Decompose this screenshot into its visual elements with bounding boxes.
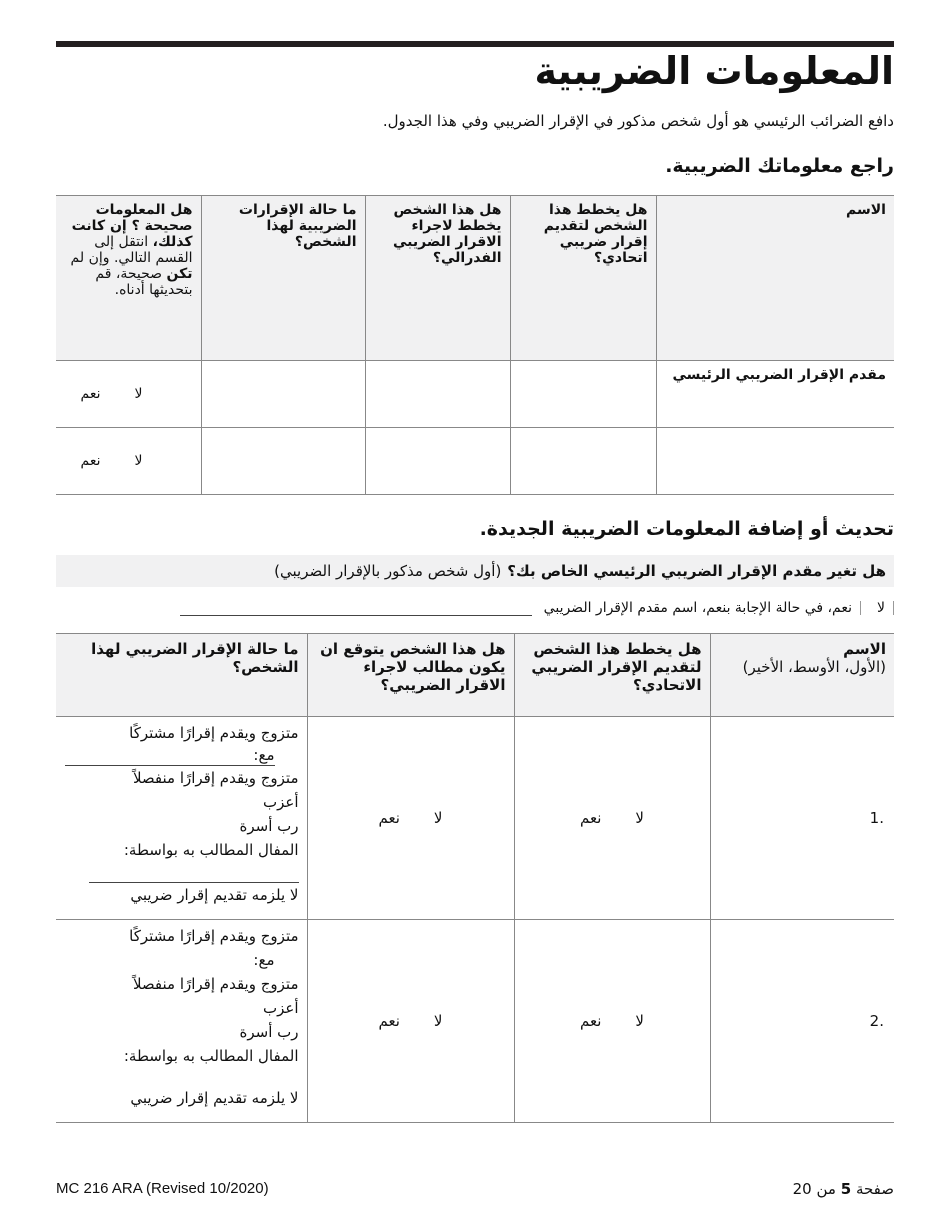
yes-option[interactable]: نعم، في حالة الإجابة بنعم، اسم مقدم الإقرار الضريبي <box>543 600 853 616</box>
yes-option[interactable]: نعم <box>580 1012 602 1030</box>
yes-no-choice <box>56 428 201 495</box>
no-option[interactable]: لا <box>433 809 443 827</box>
header-status: ما حالة الإقرارات الضريبية لهذا الشخص؟ <box>201 196 365 361</box>
dependent-by-field[interactable] <box>89 864 299 883</box>
review-row-name[interactable] <box>656 428 894 495</box>
status-not-required[interactable]: لا يلزمه تقديم إقرار ضريبي <box>130 1089 299 1107</box>
status-single[interactable]: أعزب <box>262 793 299 811</box>
no-option[interactable]: لا <box>134 453 143 469</box>
review-row-name: مقدم الإقرار الضريبي الرئيسي <box>656 361 894 428</box>
header-federal: هل هذا الشخص يخطط لاجراء الاقرار الضريبي الفدرالي؟ <box>365 196 510 361</box>
status-dependent-by[interactable]: المفال المطالب به بواسطة: <box>123 1047 299 1065</box>
header-joint: هل يخطط هذا الشخص لتقديم الإقرار الضريبي الاتحادي؟ <box>514 634 710 717</box>
no-option[interactable]: لا <box>635 1012 644 1030</box>
no-option[interactable]: لا <box>134 386 143 402</box>
header-dependent: هل هذا الشخص يتوقع ان يكون مطالب لاجراء الاقرار الضريبي؟ <box>307 634 514 717</box>
review-cell[interactable] <box>510 361 656 428</box>
status-dependent-by[interactable]: المفال المطالب به بواسطة: <box>123 841 299 859</box>
status-married-joint[interactable]: متزوج ويقدم إقرارًا مشتركًا <box>129 724 299 742</box>
status-options <box>56 920 307 1123</box>
review-cell[interactable] <box>201 361 365 428</box>
no-checkbox[interactable] <box>891 601 894 615</box>
yes-no-choice <box>307 717 514 920</box>
update-table <box>56 633 894 1123</box>
status-options <box>56 717 307 920</box>
no-option[interactable]: لا <box>877 600 885 616</box>
no-option[interactable]: لا <box>433 1012 443 1030</box>
row-number: .1 <box>710 717 894 920</box>
review-row <box>56 361 894 428</box>
page-number: صفحة 5 من 20 <box>792 1180 894 1198</box>
status-married-separate[interactable]: متزوج ويقدم إقرارًا منفصلاً <box>132 769 299 787</box>
status-head-household[interactable]: رب أسرة <box>239 817 299 835</box>
header-name: الاسم (الأول، الأوسط، الأخير) <box>710 634 894 717</box>
person-row <box>56 920 894 1123</box>
changed-answer-row <box>56 600 894 616</box>
yes-no-choice <box>56 361 201 428</box>
review-heading: راجع معلوماتك الضريبية. <box>665 155 894 177</box>
page-title: المعلومات الضريبية <box>534 49 894 93</box>
review-row <box>56 428 894 495</box>
yes-checkbox[interactable] <box>858 601 861 615</box>
update-header-row <box>56 634 894 717</box>
status-with-label: مع: <box>65 745 275 766</box>
yes-no-choice <box>514 920 710 1123</box>
status-married-separate[interactable]: متزوج ويقدم إقرارًا منفصلاً <box>132 975 299 993</box>
review-cell[interactable] <box>510 428 656 495</box>
header-correct: هل المعلومات صحيحة ؟ إن كانت كذلك، انتقل إلى القسم التالي. وإن لم تكن صحيحة، قم بتحديثها أدناه. <box>56 196 201 361</box>
review-cell[interactable] <box>201 428 365 495</box>
yes-no-choice <box>307 920 514 1123</box>
status-head-household[interactable]: رب أسرة <box>239 1023 299 1041</box>
person-row <box>56 717 894 920</box>
status-married-joint[interactable]: متزوج ويقدم إقرارًا مشتركًا <box>129 927 299 945</box>
no-option[interactable]: لا <box>635 809 644 827</box>
review-table <box>56 195 894 495</box>
yes-option[interactable]: نعم <box>80 386 101 402</box>
page <box>56 0 894 1230</box>
changed-question-bold: هل تغير مقدم الإقرار الضريبي الرئيسي الخاص بك؟ <box>507 562 886 580</box>
form-id: MC 216 ARA (Revised 10/2020) <box>56 1180 269 1197</box>
intro-text: دافع الضرائب الرئيسي هو أول شخص مذكور في الإقرار الضريبي وفي هذا الجدول. <box>382 112 894 130</box>
review-header-row <box>56 196 894 361</box>
review-cell[interactable] <box>365 428 510 495</box>
yes-option[interactable]: نعم <box>80 453 101 469</box>
yes-option[interactable]: نعم <box>378 1012 400 1030</box>
yes-option[interactable]: نعم <box>580 809 602 827</box>
changed-question <box>56 555 894 587</box>
dependent-by-field[interactable] <box>78 1068 299 1086</box>
row-number: .2 <box>710 920 894 1123</box>
update-heading: تحديث أو إضافة المعلومات الضريبية الجديدة. <box>479 518 894 540</box>
status-with-label: مع: <box>253 951 275 969</box>
yes-option[interactable]: نعم <box>378 809 400 827</box>
header-joint: هل يخطط هذا الشخص لتقديم إقرار ضريبي اتحادي؟ <box>510 196 656 361</box>
changed-question-plain: (أول شخص مذكور بالإقرار الضريبي) <box>274 562 502 580</box>
primary-filer-name-field[interactable] <box>180 601 532 616</box>
status-not-required[interactable]: لا يلزمه تقديم إقرار ضريبي <box>130 886 299 904</box>
header-status: ما حالة الإقرار الضريبي لهذا الشخص؟ <box>56 634 307 717</box>
header-name: الاسم <box>656 196 894 361</box>
status-single[interactable]: أعزب <box>262 999 299 1017</box>
yes-no-choice <box>514 717 710 920</box>
review-cell[interactable] <box>365 361 510 428</box>
